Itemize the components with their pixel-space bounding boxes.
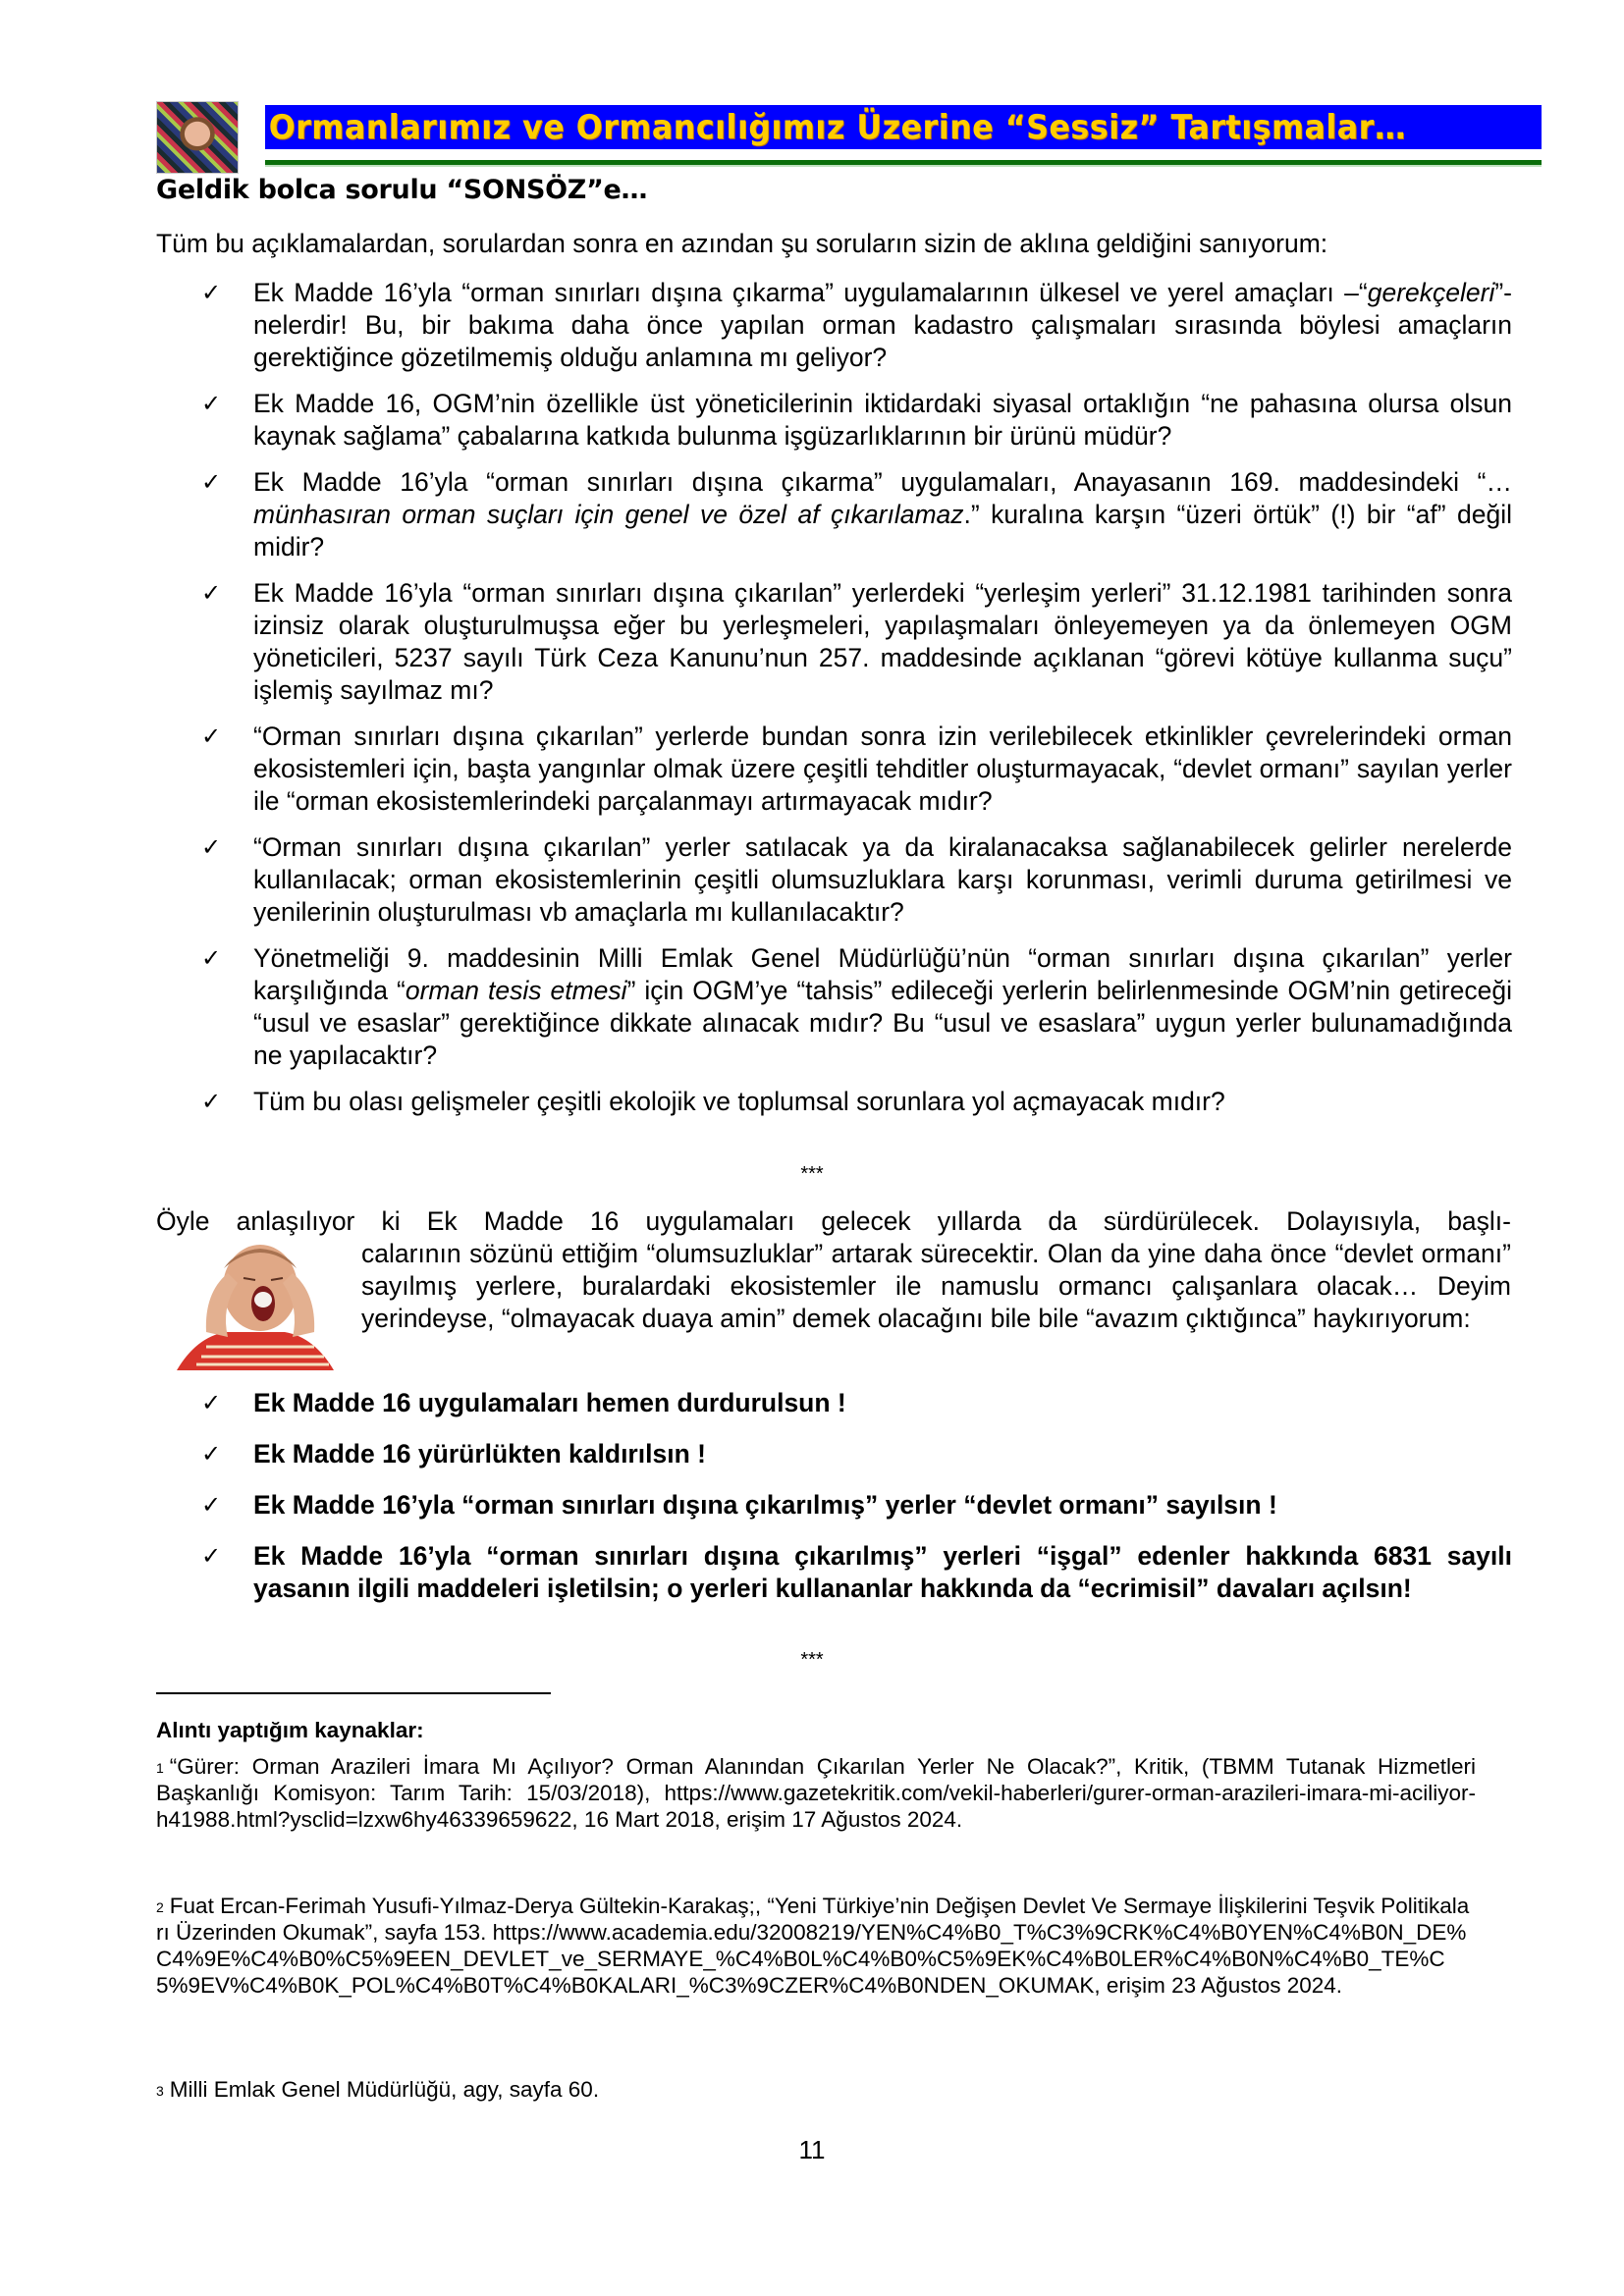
demand-item: ✓ Ek Madde 16 yürürlükten kaldırılsın ! bbox=[201, 1439, 706, 1468]
footnote-rule bbox=[156, 1692, 551, 1694]
checkmark-icon: ✓ bbox=[201, 280, 222, 306]
shouting-child-image bbox=[167, 1239, 344, 1370]
checkmark-icon: ✓ bbox=[201, 391, 222, 417]
checkmark-icon: ✓ bbox=[201, 834, 222, 861]
question-item: ✓ Ek Madde 16’yla “orman sınırları dışına çıkarma” uygulamalarının ülkesel ve yerel amaçları –“gerekçeleri”- nelerdir! Bu, bir bakıma daha önce yapılan orman kadastro çalışmaları sırasında böylesi amaçların gerektiğince gözetilmemiş olduğu anlamına mı geliyor? bbox=[201, 278, 1512, 372]
section-separator: *** bbox=[800, 1649, 824, 1671]
footnote-number: 1 bbox=[156, 1760, 164, 1776]
question-list bbox=[0, 277, 1624, 1132]
checkmark-icon: ✓ bbox=[201, 1390, 222, 1416]
header-rule bbox=[265, 160, 1542, 165]
demand-item: ✓ Ek Madde 16 uygulamaları hemen durdurulsun ! bbox=[201, 1388, 846, 1417]
footnote-number: 2 bbox=[156, 1899, 164, 1915]
footnote-number: 3 bbox=[156, 2083, 164, 2099]
footnote-text: “Gürer: Orman Arazileri İmara Mı Açılıyor? Orman Alanından Çıkarılan Yerler Ne Olacak?”, Kritik, (TBMM Tutanak Hizmetleri Başkanlığı Komisyon: Tarım Tarih: 15/03/2018), https://www.gazetekritik.com/vekil-haberleri/gurer-orman-arazileri-imara-mi-aciliyor-h41988.html?ysclid=lzxw6hy46339659622, 16 Mart 2018, erişim 17 Ağustos 2024. bbox=[156, 1754, 1476, 1832]
page-number: 11 bbox=[798, 2135, 826, 2164]
footnote-text: Fuat Ercan-Ferimah Yusufi-Yılmaz-Derya Gültekin-Karakaş;, “Yeni Türkiye’nin Değişen Devlet Ve Sermaye İlişkilerini Teşvik Politikaları Üzerinden Okumak”, sayfa 153. https://www.academia.edu/32008219/YEN%C4%B0_T%C3%9CRK%C4%B0YEN%C4%B0N_DE%C4%9E%C4%B0%C5%9EEN_DEVLET_ve_SERMAYE_%C4%B0L%C4%B0%C5%9EK%C4%B0LER%C4%B0N%C4%B0_TE%C5%9EV%C4%B0K_POL%C4%B0T%C4%B0KALARI_%C3%9CZER%C4%B0NDEN_OKUMAK, erişim 23 Ağustos 2024. bbox=[156, 1894, 1470, 1998]
question-item: ✓ Ek Madde 16, OGM’nin özellikle üst yöneticilerinin iktidardaki siyasal ortaklığın “ne pahasına olursa olsun kaynak sağlama” çabalarına katkıda bulunma işgüzarlıklarının bir ürünü müdür? bbox=[201, 389, 1512, 451]
header-banner bbox=[265, 105, 1542, 149]
checkmark-icon: ✓ bbox=[201, 1089, 222, 1115]
author-photo bbox=[156, 101, 239, 174]
checkmark-icon: ✓ bbox=[201, 1492, 222, 1519]
footnote-text: Milli Emlak Genel Müdürlüğü, agy, sayfa 60. bbox=[169, 2077, 600, 2102]
section-title: Geldik bolca sorulu “SONSÖZ”e… bbox=[156, 175, 648, 205]
intro-paragraph: Tüm bu açıklamalardan, sorulardan sonra en azından şu soruların sizin de aklına geldiğini sanıyorum: bbox=[156, 229, 1328, 258]
closing-paragraph-continuation: calarının sözünü ettiğim “olumsuzluklar” artarak sürecektir. Olan da yine daha önce “devlet ormanı” sayılmış yerlere, buralardaki ekosistemler ile namuslu ormancı çalışanlara olacak… Deyim yerindeyse, “olmayacak duaya amin” demek olacağını bile bile “avazım çıktığınca” haykırıyorum: bbox=[361, 1239, 1511, 1333]
demand-item: ✓ Ek Madde 16’yla “orman sınırları dışına çıkarılmış” yerleri “işgal” edenler hakkında 6831 sayılı yasanın ilgili maddeleri işletilsin; o yerleri kullananlar hakkında da “ecrimisil” davaları açılsın! bbox=[201, 1541, 1512, 1603]
question-item: ✓ Yönetmeliği 9. maddesinin Milli Emlak Genel Müdürlüğü’nün “orman sınırları dışına çıkarılan” yerler karşılığında “orman tesis etmesi” için OGM’ye “tahsis” edileceği yerlerin belirlenmesinde OGM’nin getireceği “usul ve esaslar” gerektiğince dikkate alınacak mıdır? Bu “usul ve esaslara” uygun yerler bulunamadığında ne yapılacaktır? bbox=[201, 943, 1512, 1070]
section-separator: *** bbox=[800, 1163, 824, 1185]
checkmark-icon: ✓ bbox=[201, 1543, 222, 1570]
header-title: Ormanlarımız ve Ormancılığımız Üzerine “Sessiz” Tartışmalar… bbox=[268, 107, 1407, 147]
footnote-3 bbox=[156, 2076, 1476, 2103]
footnote-2 bbox=[156, 1893, 1476, 1999]
question-item: ✓ Ek Madde 16’yla “orman sınırları dışına çıkarılan” yerlerdeki “yerleşim yerleri” 31.12.1981 tarihinden sonra izinsiz olarak oluşturulmuşsa eğer bu yerleşmeleri, yapılaşmaları önleyemeyen ya da önlemeyen OGM yöneticileri, 5237 sayılı Türk Ceza Kanunu’nun 257. maddesinde açıklanan “görevi kötüye kullanma suçu” işlemiş sayılmaz mı? bbox=[201, 578, 1512, 705]
question-item: ✓ Tüm bu olası gelişmeler çeşitli ekolojik ve toplumsal sorunlara yol açmayacak mıdır? bbox=[201, 1087, 1225, 1116]
checkmark-icon: ✓ bbox=[201, 945, 222, 972]
closing-paragraph-first-line: Öyle anlaşılıyor ki Ek Madde 16 uygulamaları gelecek yıllarda da sürdürülecek. Dolayısıyla, başlı- bbox=[156, 1206, 1511, 1236]
demand-item: ✓ Ek Madde 16’yla “orman sınırları dışına çıkarılmış” yerler “devlet ormanı” sayılsın ! bbox=[201, 1490, 1277, 1520]
question-item: ✓ “Orman sınırları dışına çıkarılan” yerler satılacak ya da kiralanacaksa sağlanabilecek gelirler nerelerde kullanılacak; orman ekosistemlerinin çeşitli olumsuzluklara karşı korunması, verimli duruma getirilmesi ve yenilerinin oluşturulması vb amaçlarla mı kullanılacaktır? bbox=[201, 832, 1512, 927]
footnote-1 bbox=[156, 1753, 1476, 1833]
checkmark-icon: ✓ bbox=[201, 469, 222, 496]
checkmark-icon: ✓ bbox=[201, 1441, 222, 1468]
question-item: ✓ Ek Madde 16’yla “orman sınırları dışına çıkarma” uygulamaları, Anayasanın 169. maddesindeki “…münhasıran orman suçları için genel ve özel af çıkarılamaz.” kuralına karşın “üzeri örtük” (!) bir “af” değil midir? bbox=[201, 467, 1512, 561]
checkmark-icon: ✓ bbox=[201, 580, 222, 607]
demand-list bbox=[0, 1387, 1624, 1624]
question-item: ✓ “Orman sınırları dışına çıkarılan” yerlerde bundan sonra izin verilebilecek etkinlikler çevrelerindeki orman ekosistemleri için, başta yangınlar olmak üzere çeşitli tehditler oluşturmayacak, “devlet ormanı” sayılan yerler ile “orman ekosistemlerindeki parçalanmayı artırmayacak mıdır? bbox=[201, 721, 1512, 816]
checkmark-icon: ✓ bbox=[201, 723, 222, 750]
footnotes-heading: Alıntı yaptığım kaynaklar: bbox=[156, 1718, 424, 1742]
